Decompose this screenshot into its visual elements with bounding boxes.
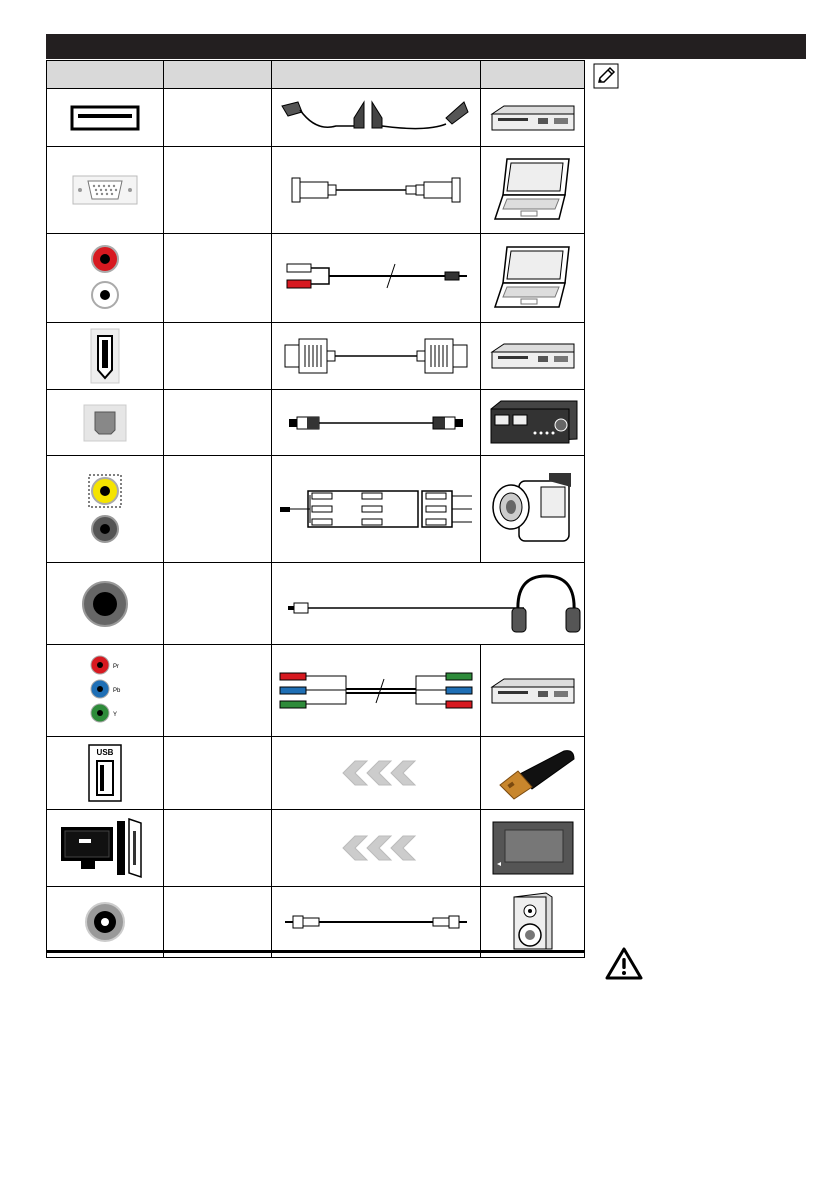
camcorder-icon	[489, 467, 577, 551]
av-rca-cable-icon	[276, 489, 476, 529]
column-header-type	[164, 61, 272, 89]
headphone-cable-icon	[284, 572, 584, 636]
connector-cell	[47, 89, 164, 147]
cable-cell	[272, 147, 481, 234]
type-cell	[164, 234, 272, 323]
column-header-cables	[272, 61, 481, 89]
type-cell	[164, 563, 272, 645]
cable-cell	[272, 645, 481, 737]
cam-module-icon	[489, 820, 577, 876]
vga-cable-icon	[286, 170, 466, 210]
type-cell	[164, 737, 272, 810]
component-cable-icon	[276, 669, 476, 713]
y-label: Y	[113, 711, 118, 718]
cable-cell	[272, 456, 481, 563]
scart-cable-icon	[276, 98, 476, 138]
table-row	[47, 89, 585, 147]
hdmi-port-icon	[90, 328, 120, 384]
connector-cell	[47, 147, 164, 234]
device-cell	[481, 323, 585, 390]
device-cell	[481, 810, 585, 887]
ypbpr-jacks-icon	[80, 651, 130, 731]
column-header-connector	[47, 61, 164, 89]
column-header-device	[481, 61, 585, 89]
headphone-jack-icon	[80, 579, 130, 629]
table-row	[47, 737, 585, 810]
dvd-player-icon	[488, 102, 578, 134]
type-cell	[164, 390, 272, 456]
connector-cell	[47, 323, 164, 390]
type-cell	[164, 810, 272, 887]
pr-label: Pr	[113, 663, 119, 670]
connector-cell	[47, 390, 164, 456]
device-cell	[481, 737, 585, 810]
table-row	[47, 390, 585, 456]
pencil-note-icon	[593, 63, 619, 89]
headphones-icon	[512, 576, 580, 632]
table-row	[47, 234, 585, 323]
coaxial-cable-icon	[281, 910, 471, 934]
usb-port-icon	[88, 744, 122, 802]
connector-cell	[47, 887, 164, 958]
table-row	[47, 645, 585, 737]
cable-cell	[272, 563, 585, 645]
scart-port-icon	[70, 105, 140, 131]
spdif-port-icon	[83, 404, 127, 442]
table-row	[47, 147, 585, 234]
table-bottom-rule	[46, 950, 584, 953]
warning-triangle-icon	[604, 946, 644, 982]
hdmi-cable-icon	[281, 333, 471, 379]
device-cell	[481, 390, 585, 456]
dvd-player-icon	[488, 340, 578, 372]
table-row	[47, 810, 585, 887]
type-cell	[164, 147, 272, 234]
connector-cell	[47, 234, 164, 323]
device-cell	[481, 456, 585, 563]
cable-cell	[272, 390, 481, 456]
ci-slot-icon	[57, 817, 153, 879]
connector-cell	[47, 563, 164, 645]
section-header-bar	[46, 34, 806, 59]
connector-cell	[47, 737, 164, 810]
cable-cell	[272, 810, 481, 887]
cable-cell	[272, 737, 481, 810]
optical-cable-icon	[281, 411, 471, 435]
device-cell	[481, 234, 585, 323]
audio-rl-jacks-icon	[85, 243, 125, 313]
connector-cell	[47, 456, 164, 563]
connector-cell	[47, 810, 164, 887]
device-cell	[481, 887, 585, 958]
type-cell	[164, 323, 272, 390]
dvd-player-icon	[488, 675, 578, 707]
cable-cell	[272, 89, 481, 147]
table-row	[47, 887, 585, 958]
coaxial-jack-icon	[83, 900, 127, 944]
table-row	[47, 456, 585, 563]
insert-arrows-icon	[331, 834, 421, 862]
type-cell	[164, 456, 272, 563]
type-cell	[164, 89, 272, 147]
table-row	[47, 323, 585, 390]
device-cell	[481, 147, 585, 234]
av-yellow-jack-icon	[85, 469, 125, 549]
cable-cell	[272, 234, 481, 323]
usb-label: USB	[96, 748, 114, 757]
audio-amplifier-icon	[487, 399, 579, 447]
cable-cell	[272, 323, 481, 390]
table-header-row	[47, 61, 585, 89]
usb-stick-icon	[488, 745, 578, 801]
table-row	[47, 563, 585, 645]
connections-table	[46, 60, 585, 958]
cable-cell	[272, 887, 481, 958]
device-cell	[481, 89, 585, 147]
laptop-icon	[493, 243, 573, 313]
pb-label: Pb	[113, 687, 121, 694]
connector-cell	[47, 645, 164, 737]
type-cell	[164, 887, 272, 958]
laptop-icon	[493, 155, 573, 225]
vga-port-icon	[72, 175, 138, 205]
insert-arrows-icon	[331, 759, 421, 787]
subwoofer-icon	[510, 891, 556, 953]
device-cell	[481, 645, 585, 737]
audio-rca-cable-icon	[281, 258, 471, 298]
type-cell	[164, 645, 272, 737]
